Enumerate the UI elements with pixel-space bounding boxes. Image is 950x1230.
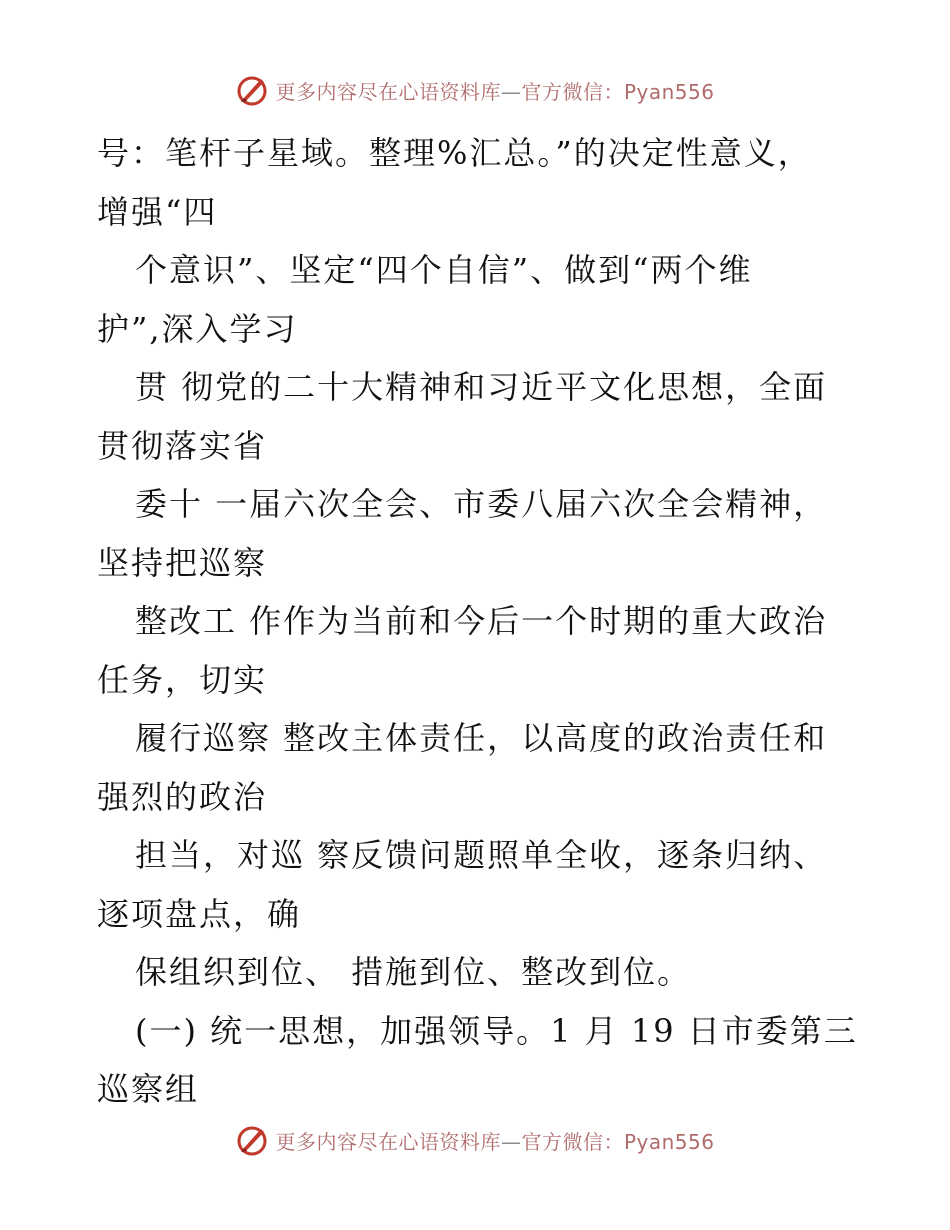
watermark-separator: — [500,1129,522,1154]
watermark-main-text: 更多内容尽在心语资料库 [275,1129,501,1154]
text-line: 担当，对巡 察反馈问题照单全收，逐条归纳、 [135,836,828,874]
text-line: 委十 一届六次全会、市委八届六次全会精神， [135,485,828,523]
quill-pen-logo-icon [235,73,269,107]
footer-watermark [0,1120,950,1160]
quill-pen-logo-icon [235,1123,269,1157]
text-line: 贯彻落实省 [97,426,268,465]
watermark-text [275,76,714,105]
text-line: 整改工 作作为当前和今后一个时期的重大政治 [135,602,828,640]
text-line: 任务，切实 [97,660,268,699]
text-line: 贯 彻党的二十大精神和习近平文化思想，全面 [135,368,828,406]
text-line: (一) 统一思想，加强领导。1 月 19 日市委第三 [135,1011,858,1050]
watermark-wechat-text: 官方微信：Pyan556 [521,79,715,104]
watermark-separator: — [500,79,522,104]
text-line: 号：笔杆子星域。整理%汇总。”的决定性意义， [97,134,812,172]
text-line: 强烈的政治 [97,777,268,816]
text-line: 履行巡察 整改主体责任，以高度的政治责任和 [135,719,828,757]
watermark-wechat-text: 官方微信：Pyan556 [521,1129,715,1154]
watermark-main-text: 更多内容尽在心语资料库 [275,79,501,104]
text-line: 护”,深入学习 [97,309,298,348]
text-line: 个意识”、坚定“四个自信”、做到“两个维 [135,251,753,289]
text-line: 坚持把巡察 [97,543,268,582]
text-line: 保组织到位、 措施到位、整改到位。 [135,953,692,991]
document-body [97,124,877,1119]
text-line: 增强“四 [97,192,218,231]
text-line: 巡察组 [97,1070,200,1108]
header-watermark [0,70,950,110]
text-line: 逐项盘点，确 [97,894,302,933]
watermark-text [275,1126,714,1155]
